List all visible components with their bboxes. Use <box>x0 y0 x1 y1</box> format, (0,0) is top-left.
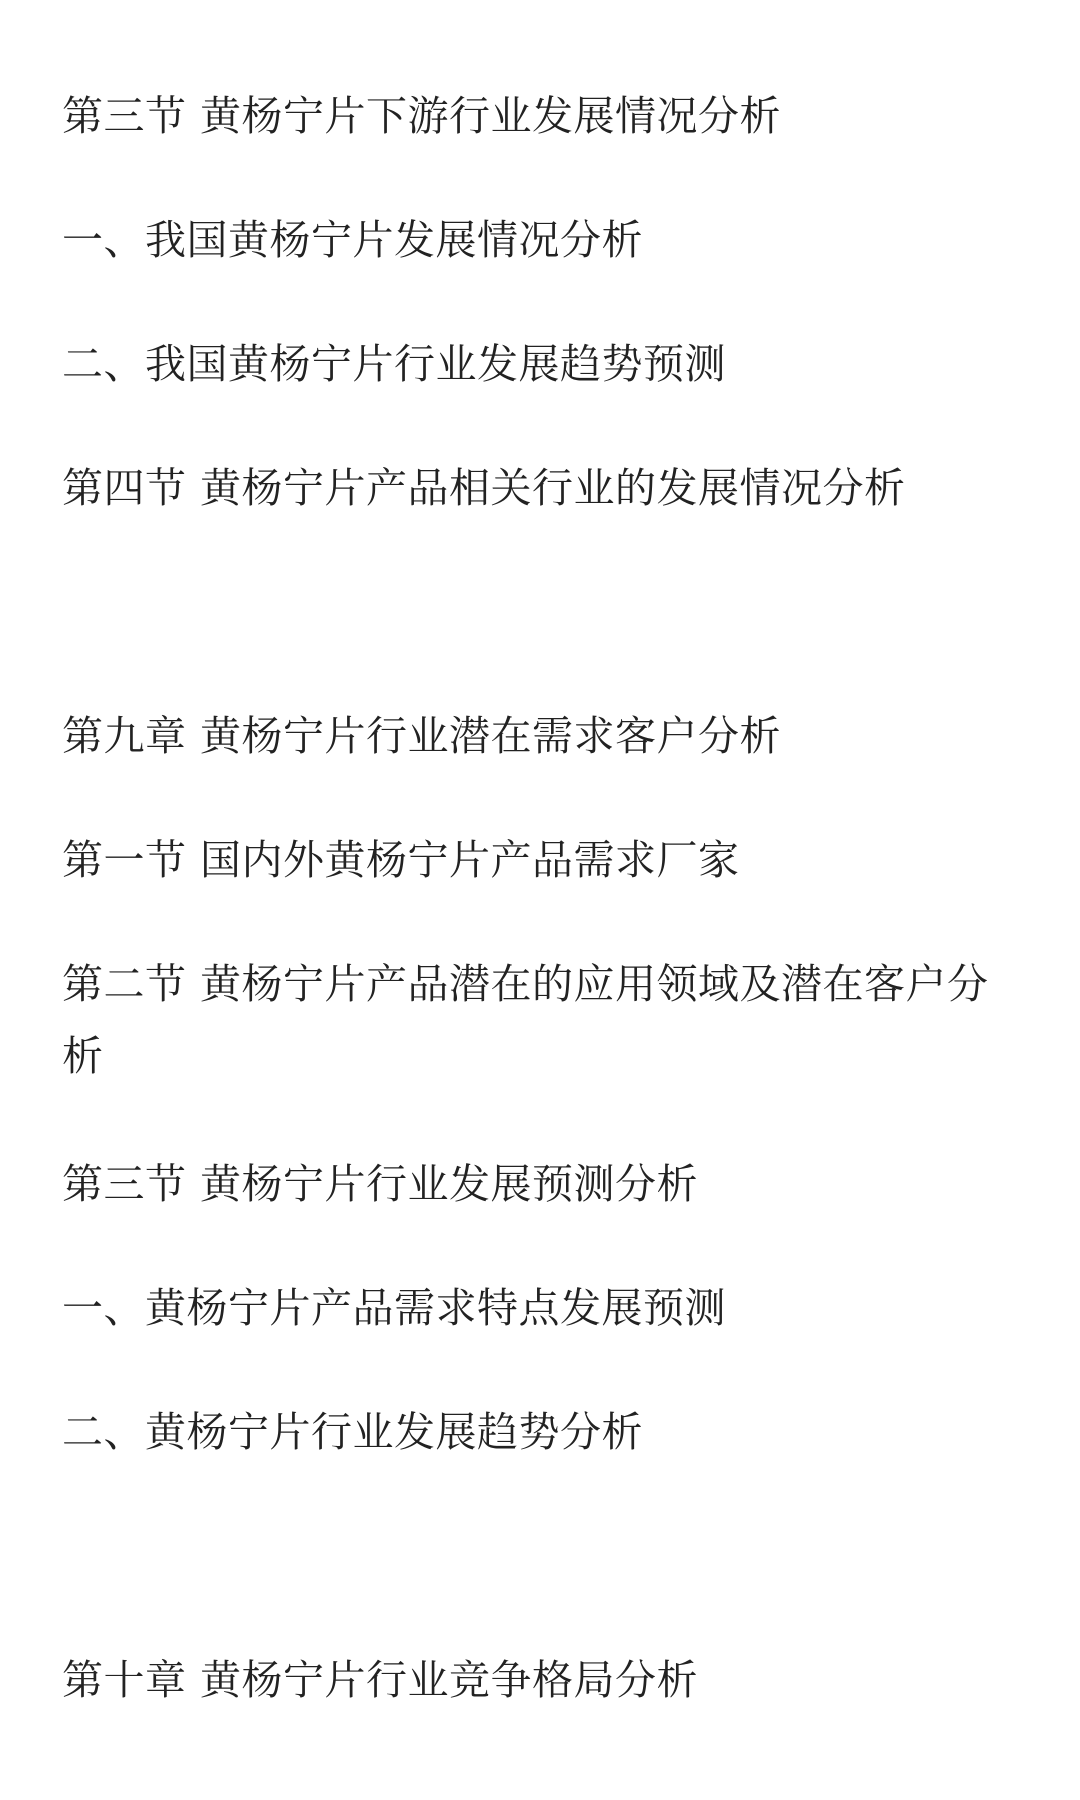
toc-subsection-item: 二、我国黄杨宁片行业发展趋势预测 <box>62 340 726 388</box>
toc-section-title: 第三节 黄杨宁片下游行业发展情况分析 <box>62 92 782 140</box>
toc-subsection-item: 一、黄杨宁片产品需求特点发展预测 <box>62 1284 726 1332</box>
toc-chapter-title: 第十章 黄杨宁片行业竞争格局分析 <box>62 1656 699 1704</box>
toc-section-title: 第三节 黄杨宁片行业发展预测分析 <box>62 1160 699 1208</box>
toc-section-title: 第四节 黄杨宁片产品相关行业的发展情况分析 <box>62 464 906 512</box>
toc-chapter-title: 第九章 黄杨宁片行业潜在需求客户分析 <box>62 712 782 760</box>
toc-subsection-item: 二、黄杨宁片行业发展趋势分析 <box>62 1408 643 1456</box>
toc-section-title: 第一节 国内外黄杨宁片产品需求厂家 <box>62 836 740 884</box>
toc-section-title: 第二节 黄杨宁片产品潜在的应用领域及潜在客户分析 <box>62 960 989 1080</box>
toc-subsection-item: 一、我国黄杨宁片发展情况分析 <box>62 216 643 264</box>
